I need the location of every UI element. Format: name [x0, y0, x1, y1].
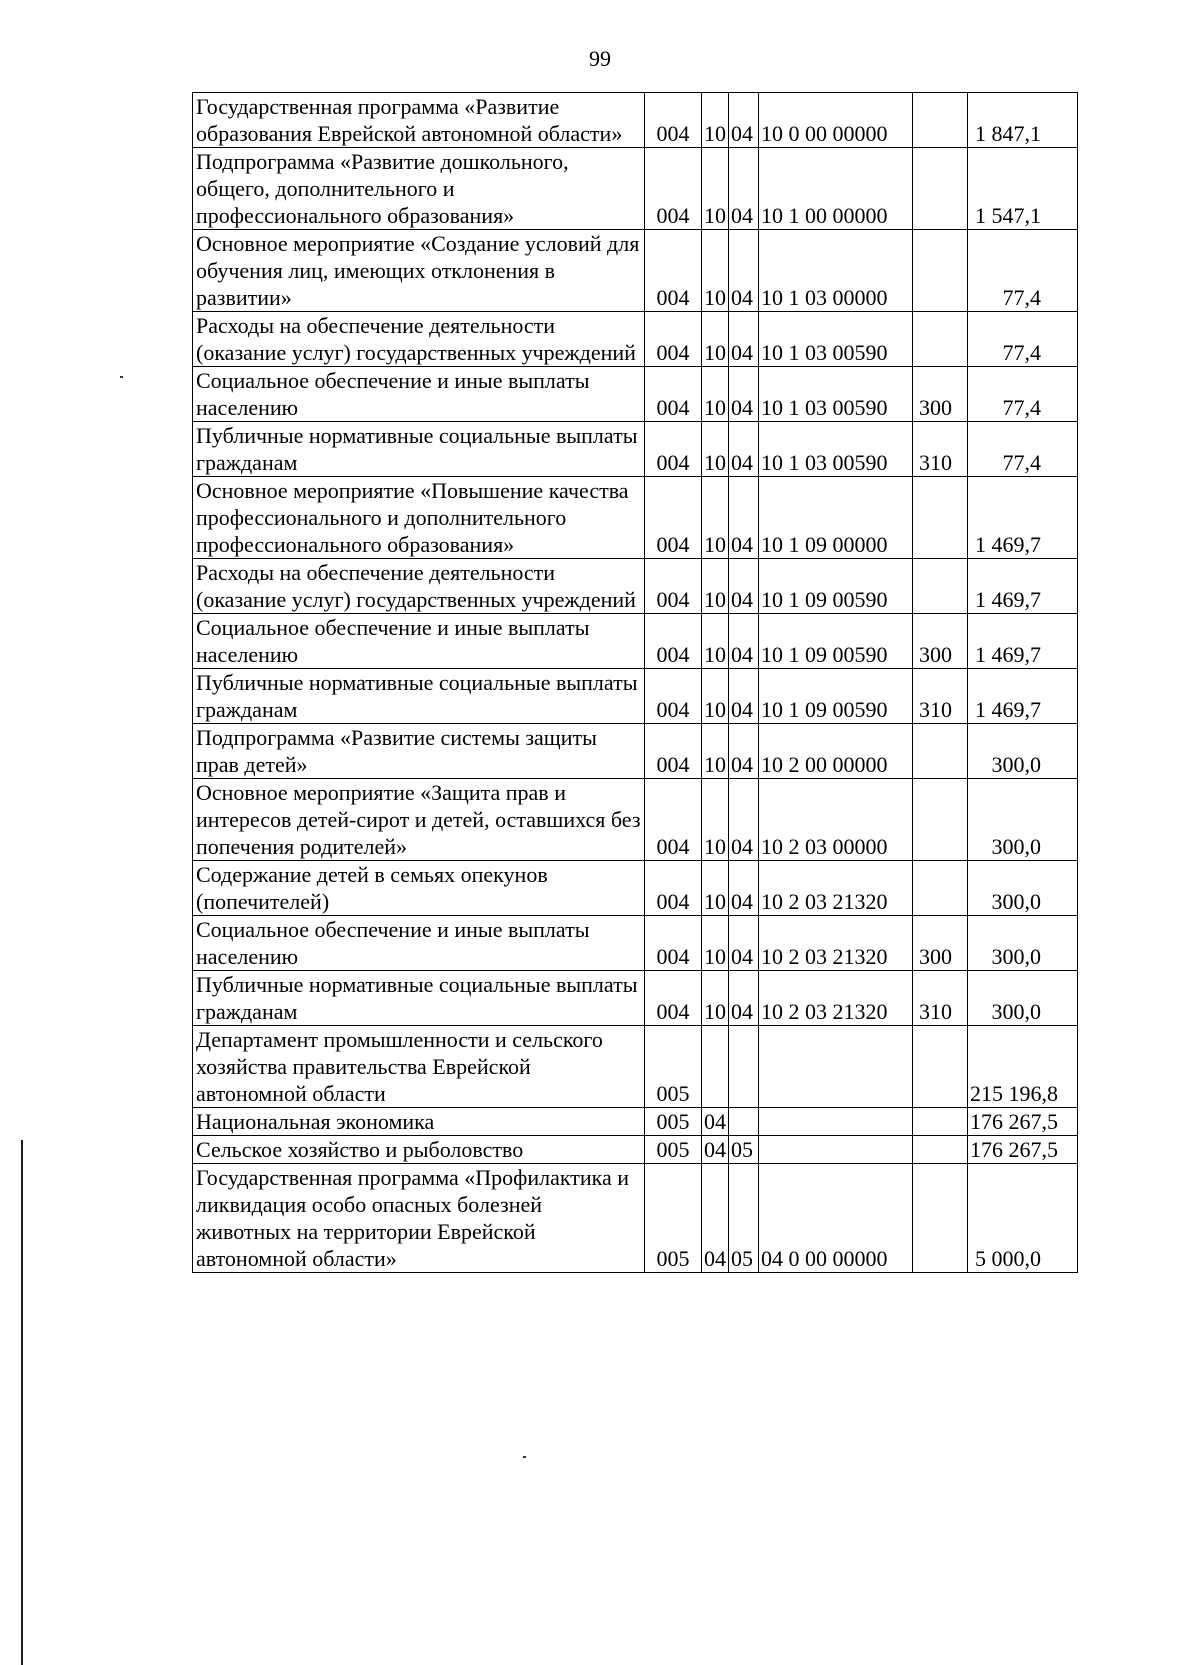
cell-subsection: 04: [729, 93, 759, 148]
cell-description: Содержание детей в семьях опекунов (попечителей): [193, 861, 645, 916]
budget-table-body: [193, 93, 1078, 1273]
cell-ministry-code: 004: [645, 559, 702, 614]
cell-expense-type: 300: [913, 367, 968, 422]
cell-ministry-code: 004: [645, 614, 702, 669]
cell-ministry-code: 005: [645, 1164, 702, 1273]
cell-expense-type: [913, 724, 968, 779]
cell-subsection: [729, 1026, 759, 1108]
cell-section: 10: [702, 861, 729, 916]
cell-amount: 300,0: [968, 971, 1078, 1026]
cell-ministry-code: 004: [645, 724, 702, 779]
cell-amount: 215 196,8: [968, 1026, 1078, 1108]
cell-amount: 300,0: [968, 779, 1078, 861]
cell-amount: 1 847,1: [968, 93, 1078, 148]
cell-subsection: 04: [729, 559, 759, 614]
cell-target-article: 10 2 03 21320: [759, 916, 913, 971]
cell-section: 04: [702, 1108, 729, 1136]
cell-subsection: 04: [729, 861, 759, 916]
cell-ministry-code: 005: [645, 1108, 702, 1136]
cell-ministry-code: 004: [645, 916, 702, 971]
cell-amount: 1 469,7: [968, 559, 1078, 614]
scan-speck: [523, 1456, 526, 1458]
cell-section: 10: [702, 93, 729, 148]
cell-subsection: 04: [729, 971, 759, 1026]
cell-amount: 1 469,7: [968, 477, 1078, 559]
cell-expense-type: [913, 1164, 968, 1273]
cell-ministry-code: 004: [645, 971, 702, 1026]
cell-expense-type: [913, 312, 968, 367]
cell-section: 10: [702, 669, 729, 724]
cell-ministry-code: 004: [645, 312, 702, 367]
table-row: [193, 614, 1078, 669]
cell-amount: 300,0: [968, 916, 1078, 971]
cell-target-article: [759, 1136, 913, 1164]
cell-target-article: 10 2 03 21320: [759, 861, 913, 916]
table-row: [193, 1026, 1078, 1108]
cell-amount: 300,0: [968, 861, 1078, 916]
table-row: [193, 422, 1078, 477]
cell-section: 10: [702, 916, 729, 971]
page-number: 99: [589, 46, 611, 71]
cell-expense-type: 300: [913, 614, 968, 669]
table-row: [193, 724, 1078, 779]
cell-ministry-code: 005: [645, 1026, 702, 1108]
cell-section: 10: [702, 148, 729, 230]
cell-section: 10: [702, 367, 729, 422]
table-row: [193, 148, 1078, 230]
cell-description: Подпрограмма «Развитие системы защиты прав детей»: [193, 724, 645, 779]
cell-target-article: [759, 1026, 913, 1108]
cell-description: Основное мероприятие «Защита прав и интересов детей-сирот и детей, оставшихся без попечения родителей»: [193, 779, 645, 861]
cell-amount: 1 547,1: [968, 148, 1078, 230]
cell-expense-type: 300: [913, 916, 968, 971]
cell-description: Социальное обеспечение и иные выплаты населению: [193, 367, 645, 422]
cell-description: Основное мероприятие «Повышение качества профессионального и дополнительного профессионального образования»: [193, 477, 645, 559]
cell-section: 10: [702, 312, 729, 367]
cell-target-article: 10 2 03 00000: [759, 779, 913, 861]
cell-expense-type: [913, 1026, 968, 1108]
table-row: [193, 669, 1078, 724]
cell-ministry-code: 004: [645, 861, 702, 916]
cell-subsection: 04: [729, 148, 759, 230]
cell-expense-type: [913, 861, 968, 916]
cell-expense-type: 310: [913, 971, 968, 1026]
cell-amount: 176 267,5: [968, 1136, 1078, 1164]
cell-target-article: 10 1 09 00590: [759, 669, 913, 724]
cell-amount: 77,4: [968, 230, 1078, 312]
table-row: [193, 971, 1078, 1026]
cell-target-article: 10 1 00 00000: [759, 148, 913, 230]
cell-description: Публичные нормативные социальные выплаты гражданам: [193, 669, 645, 724]
cell-expense-type: 310: [913, 422, 968, 477]
table-row: [193, 367, 1078, 422]
cell-target-article: 10 1 03 00000: [759, 230, 913, 312]
table-row: [193, 230, 1078, 312]
cell-description: Расходы на обеспечение деятельности (оказание услуг) государственных учреждений: [193, 312, 645, 367]
table-row: [193, 861, 1078, 916]
table-row: [193, 477, 1078, 559]
cell-target-article: 10 1 03 00590: [759, 367, 913, 422]
table-row: [193, 93, 1078, 148]
cell-description: Государственная программа «Развитие образования Еврейской автономной области»: [193, 93, 645, 148]
cell-subsection: 04: [729, 422, 759, 477]
cell-subsection: 04: [729, 669, 759, 724]
cell-section: 10: [702, 779, 729, 861]
cell-subsection: 05: [729, 1136, 759, 1164]
cell-description: Подпрограмма «Развитие дошкольного, общего, дополнительного и профессионального образования»: [193, 148, 645, 230]
cell-description: Социальное обеспечение и иные выплаты населению: [193, 916, 645, 971]
cell-description: Департамент промышленности и сельского хозяйства правительства Еврейской автономной области: [193, 1026, 645, 1108]
cell-subsection: 04: [729, 230, 759, 312]
cell-ministry-code: 004: [645, 422, 702, 477]
cell-target-article: [759, 1108, 913, 1136]
cell-amount: 300,0: [968, 724, 1078, 779]
cell-subsection: [729, 1108, 759, 1136]
cell-description: Публичные нормативные социальные выплаты гражданам: [193, 971, 645, 1026]
cell-description: Национальная экономика: [193, 1108, 645, 1136]
cell-section: 04: [702, 1136, 729, 1164]
cell-ministry-code: 004: [645, 669, 702, 724]
table-row: [193, 1108, 1078, 1136]
table-row: [193, 916, 1078, 971]
cell-subsection: 04: [729, 724, 759, 779]
cell-amount: 5 000,0: [968, 1164, 1078, 1273]
cell-amount: 176 267,5: [968, 1108, 1078, 1136]
cell-amount: 1 469,7: [968, 614, 1078, 669]
cell-expense-type: [913, 477, 968, 559]
budget-table: [192, 92, 1078, 1273]
scan-speck: [120, 376, 123, 378]
cell-target-article: 10 1 09 00590: [759, 559, 913, 614]
cell-section: 10: [702, 614, 729, 669]
cell-subsection: 05: [729, 1164, 759, 1273]
cell-section: 10: [702, 230, 729, 312]
cell-target-article: 10 2 03 21320: [759, 971, 913, 1026]
cell-expense-type: [913, 1136, 968, 1164]
cell-expense-type: 310: [913, 669, 968, 724]
cell-description: Сельское хозяйство и рыболовство: [193, 1136, 645, 1164]
cell-description: Социальное обеспечение и иные выплаты населению: [193, 614, 645, 669]
cell-target-article: 10 1 09 00590: [759, 614, 913, 669]
table-row: [193, 779, 1078, 861]
cell-section: 04: [702, 1164, 729, 1273]
cell-target-article: 10 1 03 00590: [759, 312, 913, 367]
cell-section: 10: [702, 724, 729, 779]
cell-target-article: 10 0 00 00000: [759, 93, 913, 148]
cell-amount: 77,4: [968, 312, 1078, 367]
cell-expense-type: [913, 230, 968, 312]
cell-ministry-code: 004: [645, 779, 702, 861]
cell-subsection: 04: [729, 614, 759, 669]
cell-ministry-code: 005: [645, 1136, 702, 1164]
cell-section: [702, 1026, 729, 1108]
cell-subsection: 04: [729, 477, 759, 559]
cell-target-article: 10 1 03 00590: [759, 422, 913, 477]
cell-amount: 77,4: [968, 367, 1078, 422]
cell-section: 10: [702, 559, 729, 614]
cell-expense-type: [913, 148, 968, 230]
cell-section: 10: [702, 477, 729, 559]
table-row: [193, 312, 1078, 367]
cell-description: Основное мероприятие «Создание условий для обучения лиц, имеющих отклонения в развитии»: [193, 230, 645, 312]
cell-expense-type: [913, 779, 968, 861]
cell-description: Публичные нормативные социальные выплаты гражданам: [193, 422, 645, 477]
cell-subsection: 04: [729, 916, 759, 971]
cell-amount: 1 469,7: [968, 669, 1078, 724]
scan-edge-line: [21, 1140, 23, 1665]
cell-description: Расходы на обеспечение деятельности (оказание услуг) государственных учреждений: [193, 559, 645, 614]
cell-target-article: 10 1 09 00000: [759, 477, 913, 559]
cell-ministry-code: 004: [645, 148, 702, 230]
cell-subsection: 04: [729, 779, 759, 861]
cell-target-article: 10 2 00 00000: [759, 724, 913, 779]
cell-expense-type: [913, 93, 968, 148]
cell-expense-type: [913, 559, 968, 614]
cell-amount: 77,4: [968, 422, 1078, 477]
cell-expense-type: [913, 1108, 968, 1136]
cell-ministry-code: 004: [645, 477, 702, 559]
cell-section: 10: [702, 422, 729, 477]
table-row: [193, 1164, 1078, 1273]
table-row: [193, 1136, 1078, 1164]
cell-subsection: 04: [729, 367, 759, 422]
cell-target-article: 04 0 00 00000: [759, 1164, 913, 1273]
table-row: [193, 559, 1078, 614]
cell-section: 10: [702, 971, 729, 1026]
cell-ministry-code: 004: [645, 93, 702, 148]
cell-description: Государственная программа «Профилактика и ликвидация особо опасных болезней животных на территории Еврейской автономной области»: [193, 1164, 645, 1273]
cell-ministry-code: 004: [645, 367, 702, 422]
cell-ministry-code: 004: [645, 230, 702, 312]
cell-subsection: 04: [729, 312, 759, 367]
